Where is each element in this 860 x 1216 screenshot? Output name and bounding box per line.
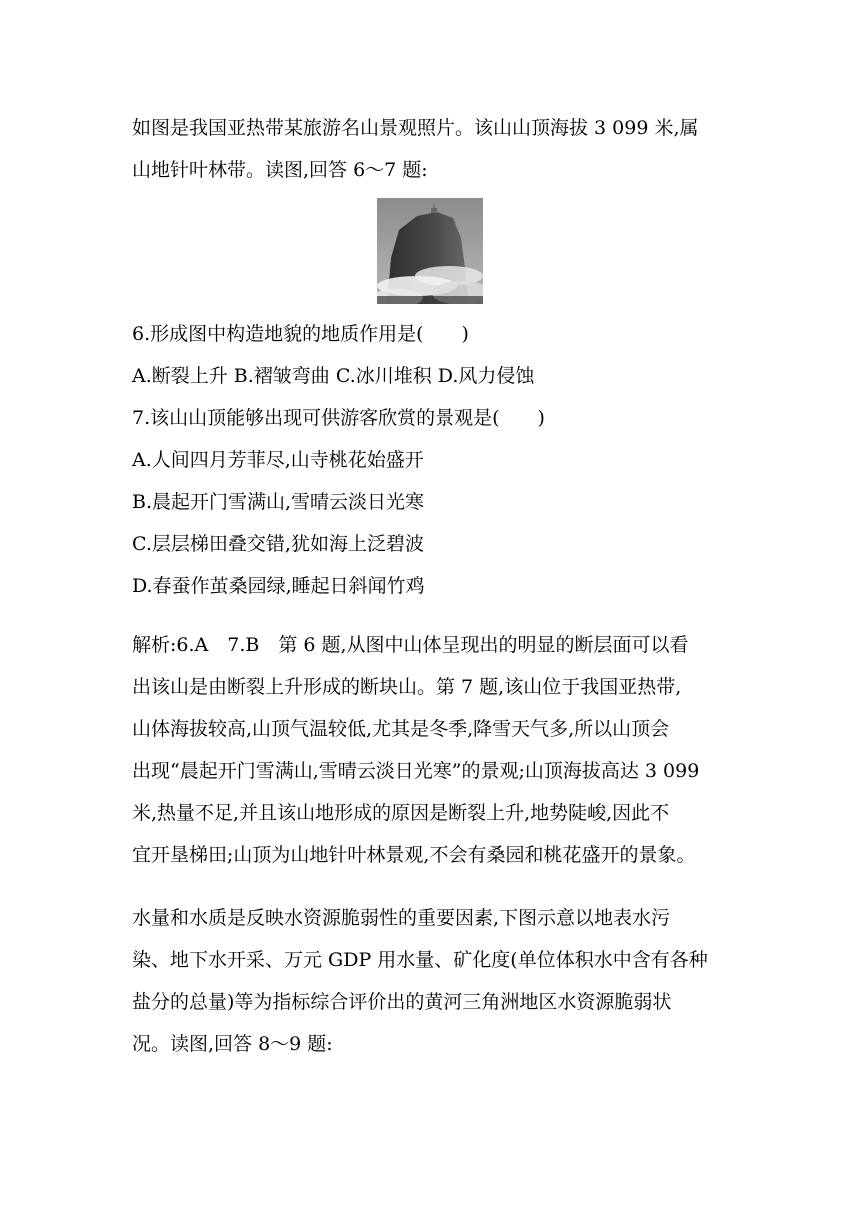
text-line: 染、地下水开采、万元 GDP 用水量、矿化度(单位体积水中含有各种 xyxy=(132,949,708,971)
text-line: 况。读图,回答 8～9 题: xyxy=(132,1033,333,1055)
text-line: 解析:6.A 7.B 第 6 题,从图中山体呈现出的明显的断层面可以看 xyxy=(132,634,689,656)
text-line: 米,热量不足,并且该山地形成的原因是断裂上升,地势陡峻,因此不 xyxy=(132,802,670,824)
analysis-paragraph xyxy=(132,624,732,876)
question-7 xyxy=(132,397,732,607)
question-options: A.断裂上升 B.褶皱弯曲 C.冰川堆积 D.风力侵蚀 xyxy=(132,365,535,387)
option-c: C.层层梯田叠交错,犹如海上泛碧波 xyxy=(132,533,424,555)
text-line: 山地针叶林带。读图,回答 6～7 题: xyxy=(132,159,428,181)
text-line: 山体海拔较高,山顶气温较低,尤其是冬季,降雪天气多,所以山顶会 xyxy=(132,718,670,740)
text-line: 如图是我国亚热带某旅游名山景观照片。该山山顶海拔 3 099 米,属 xyxy=(132,117,699,139)
option-a: A.人间四月芳菲尽,山寺桃花始盛开 xyxy=(132,449,424,471)
mountain-photo xyxy=(377,198,483,304)
text-line: 出该山是由断裂上升形成的断块山。第 7 题,该山位于我国亚热带, xyxy=(132,676,682,698)
question-stem: 6.形成图中构造地貌的地质作用是( ) xyxy=(132,323,469,345)
text-line: 宜开垦梯田;山顶为山地针叶林景观,不会有桑园和桃花盛开的景象。 xyxy=(132,844,696,866)
text-line: 盐分的总量)等为指标综合评价出的黄河三角洲地区水资源脆弱状 xyxy=(132,991,672,1013)
intro-paragraph-1 xyxy=(132,107,732,191)
question-stem: 7.该山山顶能够出现可供游客欣赏的景观是( ) xyxy=(132,407,545,429)
intro-paragraph-2 xyxy=(132,897,732,1065)
option-b: B.晨起开门雪满山,雪晴云淡日光寒 xyxy=(132,491,425,513)
option-d: D.春蚕作茧桑园绿,睡起日斜闻竹鸡 xyxy=(132,575,425,597)
question-6 xyxy=(132,313,732,397)
text-line: 出现“晨起开门雪满山,雪晴云淡日光寒”的景观;山顶海拔高达 3 099 xyxy=(132,760,700,782)
text-line: 水量和水质是反映水资源脆弱性的重要因素,下图示意以地表水污 xyxy=(132,907,671,929)
